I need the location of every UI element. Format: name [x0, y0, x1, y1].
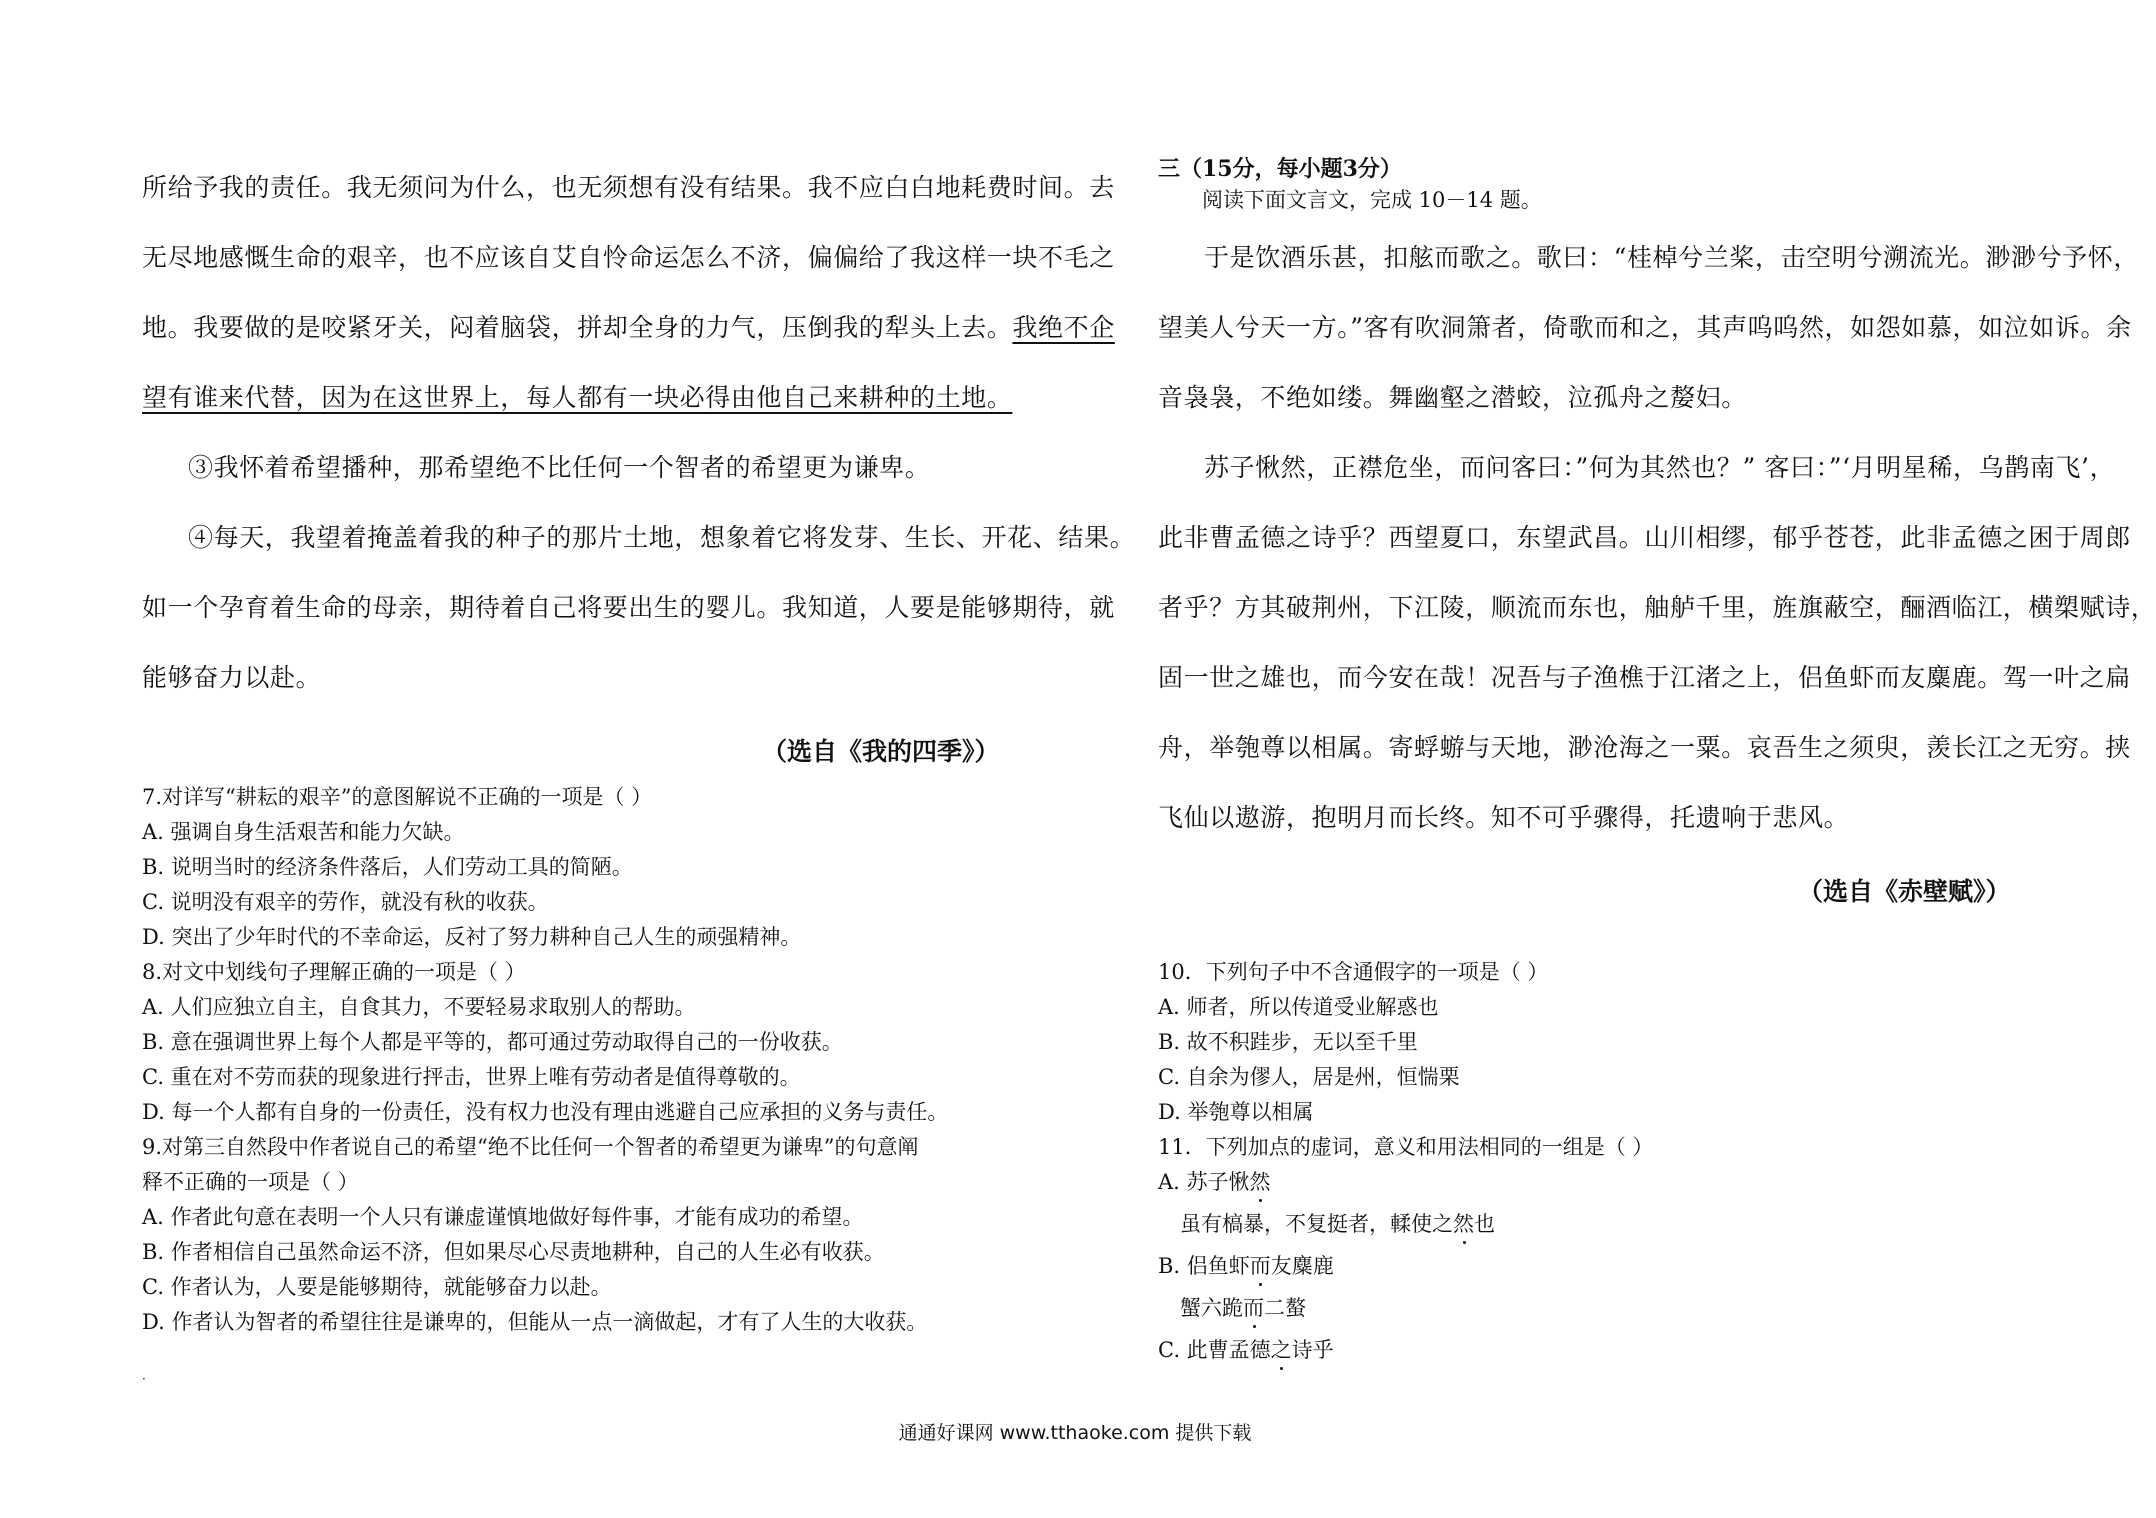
question-9-stem: 释不正确的一项是（ ）	[142, 1170, 359, 1194]
page-footer: 通通好课网 www.tthaoke.com 提供下载	[898, 1422, 1252, 1444]
question-10-option-b: B. 故不积跬步，无以至千里	[1158, 1030, 1418, 1054]
paragraph-3: ③我怀着希望播种，那希望绝不比任何一个智者的希望更为谦卑。	[188, 453, 931, 482]
passage-line: 如一个孕育着生命的母亲，期待着自己将要出生的婴儿。我知道，人要是能够期待，就	[142, 593, 1115, 622]
question-11-option-b2: 蟹六跪而二螯	[1180, 1296, 1306, 1320]
dotted-character: 而	[1243, 1296, 1264, 1320]
question-11-option-b1: B. 侣鱼虾而友麋鹿	[1158, 1254, 1334, 1278]
passage-line	[142, 380, 1012, 415]
classical-text-line: 舟，举匏尊以相属。寄蜉蝣与天地，渺沧海之一粟。哀吾生之须臾，羡长江之无穷。挟	[1158, 733, 2131, 762]
classical-text-line: 苏子愀然，正襟危坐，而问客曰：”何为其然也？” 客曰：”‘月明星稀，乌鹊南飞’，	[1204, 453, 2116, 482]
question-9-option-c: C. 作者认为，人要是能够期待，就能够奋力以赴。	[142, 1275, 612, 1299]
section-instruction: 阅读下面文言文，完成 10－14 题。	[1202, 188, 1542, 212]
question-7-stem: 7.对详写“耕耘的艰辛”的意图解说不正确的一项是（ ）	[142, 785, 653, 809]
question-11-option-c1: C. 此曹孟德之诗乎	[1158, 1338, 1334, 1362]
scan-mark: ·	[142, 1372, 146, 1386]
question-10-option-c: C. 自余为僇人，居是州，恒惴栗	[1158, 1065, 1460, 1089]
underlined-sentence: 我绝不企	[1012, 313, 1115, 342]
question-7-option-c: C. 说明没有艰辛的劳作，就没有秋的收获。	[142, 890, 549, 914]
question-9-option-b: B. 作者相信自己虽然命运不济，但如果尽心尽责地耕种，自己的人生必有收获。	[142, 1240, 885, 1264]
passage-line: 无尽地感慨生命的艰辛，也不应该自艾自怜命运怎么不济，偏偏给了我这样一块不毛之	[142, 243, 1115, 272]
question-7-option-a: A. 强调自身生活艰苦和能力欠缺。	[142, 820, 465, 844]
question-7-option-d: D. 突出了少年时代的不幸命运，反衬了努力耕种自己人生的顽强精神。	[142, 925, 802, 949]
dotted-character: 而	[1249, 1254, 1271, 1278]
dotted-character: 然	[1453, 1212, 1474, 1236]
classical-text-line: 望美人兮天一方。”客有吹洞箫者，倚歌而和之，其声呜呜然，如怨如慕，如泣如诉。余	[1158, 313, 2132, 342]
question-8-option-c: C. 重在对不劳而获的现象进行抨击，世界上唯有劳动者是值得尊敬的。	[142, 1065, 801, 1089]
passage-line: 能够奋力以赴。	[142, 663, 322, 692]
question-8-option-b: B. 意在强调世界上每个人都是平等的，都可通过劳动取得自己的一份收获。	[142, 1030, 843, 1054]
passage-line: ④每天，我望着掩盖着我的种子的那片土地，想象着它将发芽、生长、开花、结果。	[188, 523, 1136, 552]
question-9-option-d: D. 作者认为智者的希望往往是谦卑的，但能从一点一滴做起，才有了人生的大收获。	[142, 1310, 928, 1334]
question-9-stem: 9.对第三自然段中作者说自己的希望“绝不比任何一个智者的希望更为谦卑”的句意阐	[142, 1135, 919, 1159]
question-7-option-b: B. 说明当时的经济条件落后，人们劳动工具的简陋。	[142, 855, 633, 879]
classical-text-line: 音袅袅，不绝如缕。舞幽壑之潜蛟，泣孤舟之嫠妇。	[1158, 383, 1747, 412]
passage-line: 所给予我的责任。我无须问为什么，也无须想有没有结果。我不应白白地耗费时间。去	[142, 173, 1115, 202]
dotted-character: 然	[1249, 1170, 1271, 1194]
question-10-option-d: D. 举匏尊以相属	[1158, 1100, 1314, 1124]
classical-text-line: 飞仙以遨游，抱明月而长终。知不可乎骤得，托遗响于悲风。	[1158, 803, 1850, 832]
question-11-stem: 11．下列加点的虚词，意义和用法相同的一组是（ ）	[1158, 1135, 1654, 1159]
passage-line: 地。我要做的是咬紧牙关，闷着脑袋，拼却全身的力气，压倒我的犁头上去。我绝不企	[142, 313, 1115, 342]
classical-text-line: 于是饮酒乐甚，扣舷而歌之。歌曰：“桂棹兮兰桨，击空明兮溯流光。渺渺兮予怀，	[1204, 243, 2139, 272]
classical-text-line: 者乎？方其破荆州，下江陵，顺流而东也，舳舻千里，旌旗蔽空，酾酒临江，横槊赋诗，	[1158, 593, 2156, 622]
dotted-character: 之	[1270, 1338, 1292, 1362]
passage-source: （选自《赤壁赋》）	[1798, 877, 2011, 906]
underlined-sentence: 望有谁来代替，因为在这世界上，每人都有一块必得由他自己来耕种的土地。	[142, 383, 1013, 412]
classical-text-line: 固一世之雄也，而今安在哉！况吾与子渔樵于江渚之上，侣鱼虾而友麋鹿。驾一叶之扁	[1158, 663, 2131, 692]
section-title: 三（15分，每小题3分）	[1158, 156, 1402, 182]
question-11-option-a1: A. 苏子愀然	[1158, 1170, 1271, 1194]
classical-text-line: 此非曹孟德之诗乎？西望夏口，东望武昌。山川相缪，郁乎苍苍，此非孟德之困于周郎	[1158, 523, 2131, 552]
question-8-option-a: A. 人们应独立自主，自食其力，不要轻易求取别人的帮助。	[142, 995, 696, 1019]
question-8-stem: 8.对文中划线句子理解正确的一项是（ ）	[142, 960, 526, 984]
question-9-option-a: A. 作者此句意在表明一个人只有谦虚谨慎地做好每件事，才能有成功的希望。	[142, 1205, 864, 1229]
question-8-option-d: D. 每一个人都有自身的一份责任，没有权力也没有理由逃避自己应承担的义务与责任。	[142, 1100, 949, 1124]
question-10-stem: 10．下列句子中不含通假字的一项是（ ）	[1158, 960, 1549, 984]
question-10-option-a: A. 师者，所以传道受业解惑也	[1158, 995, 1439, 1019]
question-11-option-a2: 虽有槁暴，不复挺者，輮使之然也	[1180, 1212, 1495, 1236]
passage-source: （选自《我的四季》）	[762, 737, 1000, 766]
